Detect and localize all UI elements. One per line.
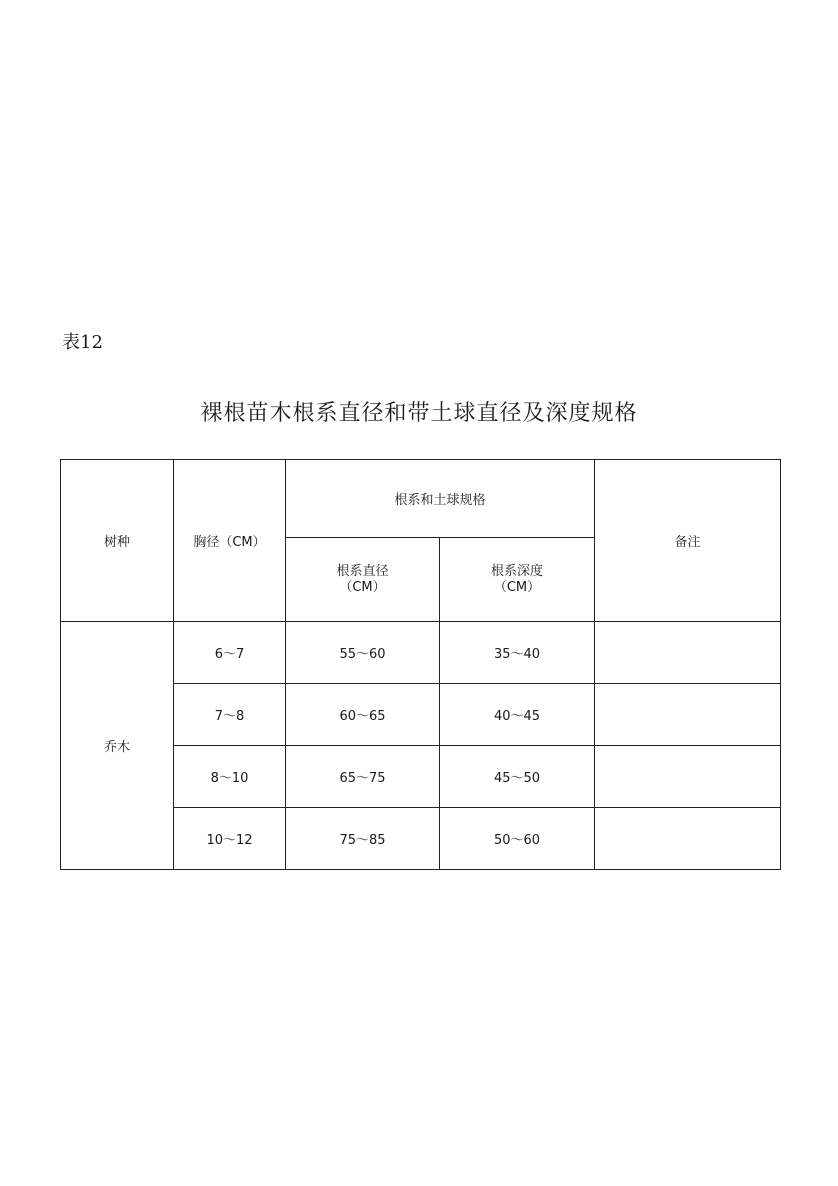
root-depth-label: 根系深度 (491, 564, 544, 579)
header-root-diameter (286, 538, 440, 622)
root-depth-unit: （CM） (493, 580, 541, 595)
dbh-cell: 7～8 (174, 684, 286, 746)
root-diameter-cell: 65～75 (286, 746, 440, 808)
spec-table (60, 459, 781, 870)
header-remarks: 备注 (595, 460, 781, 622)
remarks-cell (595, 684, 781, 746)
species-cell: 乔木 (61, 622, 174, 870)
dbh-cell: 6～7 (174, 622, 286, 684)
root-depth-cell: 40～45 (440, 684, 595, 746)
header-root-depth (440, 538, 595, 622)
root-diameter-unit: （CM） (339, 580, 386, 595)
table-row (61, 622, 781, 684)
document-title: 裸根苗木根系直径和带土球直径及深度规格 (200, 401, 638, 426)
root-depth-cell: 45～50 (440, 746, 595, 808)
remarks-cell (595, 746, 781, 808)
header-dbh: 胸径（CM） (174, 460, 286, 622)
root-diameter-cell: 75～85 (286, 808, 440, 870)
header-root-group: 根系和土球规格 (286, 460, 595, 538)
root-depth-cell: 50～60 (440, 808, 595, 870)
dbh-cell: 10～12 (174, 808, 286, 870)
remarks-cell (595, 808, 781, 870)
dbh-cell: 8～10 (174, 746, 286, 808)
root-diameter-cell: 55～60 (286, 622, 440, 684)
header-row (61, 460, 781, 538)
remarks-cell (595, 622, 781, 684)
root-diameter-label: 根系直径 (336, 564, 389, 579)
root-diameter-cell: 60～65 (286, 684, 440, 746)
root-depth-cell: 35～40 (440, 622, 595, 684)
table-number: 表12 (62, 332, 103, 353)
header-species: 树种 (61, 460, 174, 622)
